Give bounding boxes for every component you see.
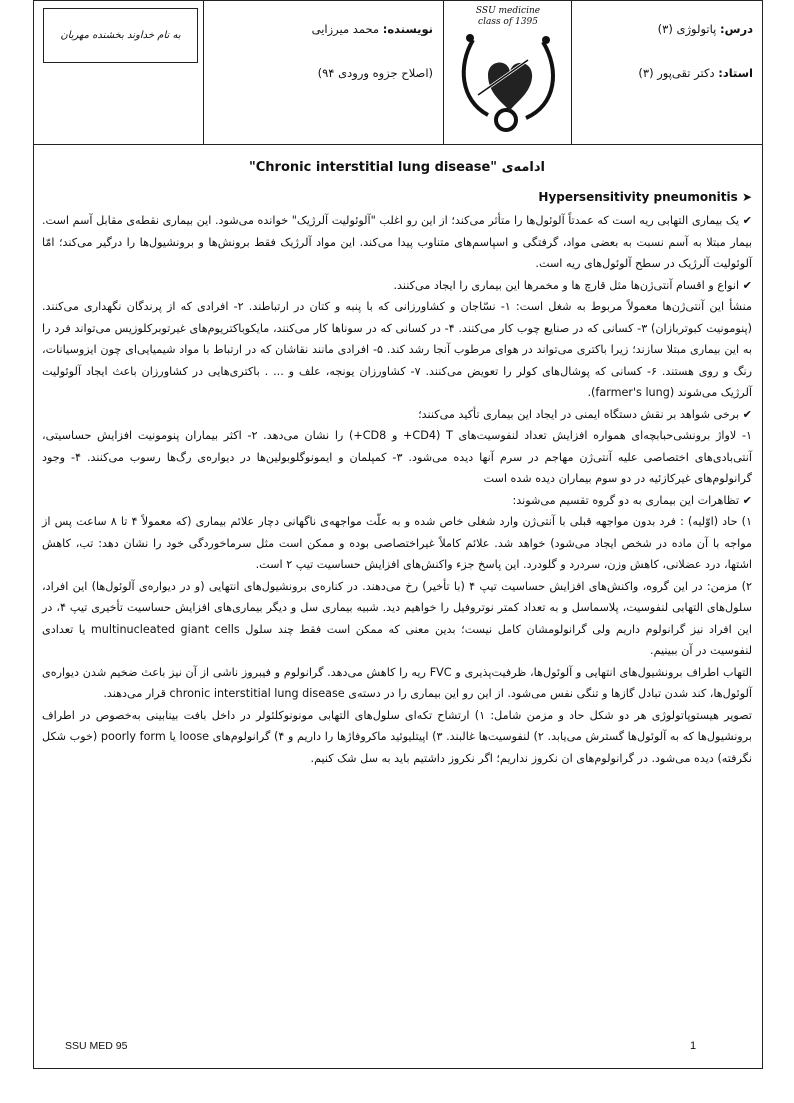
paragraph: التهاب اطراف برونشیول‌های انتهایی و آلوئول‌ها، ظرفیت‌پذیری و FVC ریه را کاهش می‌دهد. گرانولوم و فیبروز ناشی از آن نیز باعث ضخیم شدن دیواره‌ی آلوئول‌ها، کند شدن تبادل گازها و تنگی نفس می‌شود. از این رو این بیماری را در دسته‌ی chronic interstitial lung disease قرار می‌دهند.: [42, 665, 752, 700]
teacher-line: [638, 66, 753, 80]
teacher-name: دکتر تقی‌پور (۳): [638, 66, 715, 80]
header-blessing-cell: [33, 0, 203, 145]
author-name: محمد میرزایی: [311, 22, 380, 36]
paragraph: تصویر هیستوپاتولوژی هر دو شکل حاد و مزمن شامل: ۱) ارتشاح تکه‌ای سلول‌های التهابی مونونوکلئولر در داخل بافت بینابینی به‌خصوص در اطراف برونشیول‌ها که به آلوئول‌ها گسترش می‌یابد. ۲) لنفوسیت‌ها غالبند. ۳) اپیتلیوئید ماکروفاژها را داریم و ۴) گرانولوم‌های loose یا poorly form (خوب شکل نگرفته) دیده می‌شود. در گرانولوم‌های ان نکروز نداریم؛ اگر نکروز داشتیم باید به سل شک کنیم.: [42, 708, 752, 765]
main-content: [42, 155, 752, 769]
edit-note: (اصلاح جزوه ورودی ۹۴): [317, 66, 433, 80]
course-label: درس:: [720, 22, 753, 36]
page-title: ادامه‌ی "Chronic interstitial lung disease": [248, 160, 546, 175]
paragraph: ✔ برخی شواهد بر نقش دستگاه ایمنی در ایجاد این بیماری تأکید می‌کنند؛: [418, 407, 752, 421]
paragraph: منشأ این آنتی‌ژن‌ها معمولاً مربوط به شغل است: ۱- نسّاجان و کشاورزانی که با پنبه و کتان در ارتباطند. ۲- افرادی که از پرندگان نگهداری می‌کنند. (پنومونیت کبوتربازان) ۳- کسانی که در صنایع چوب کار می‌کنند. ۴- در کسانی که در سوناها کار می‌کنند، مایکوباکتریوم‌های غیرتوبرکلوزیس می‌تواند فرد را به این بیماری مبتلا سازند؛ زیرا باکتری می‌تواند در هوای مرطوب آنجا رشد کند. ۵- افرادی مانند نقاشان که در ارتباط با مواد شیمیایی‌ای چون ایزوسیانات، رنگ و روی هستند. ۶- کسانی که پوشال‌های کولر را تعویض می‌کنند. ۷- کشاورزان یونجه، علف و ... . باکتری‌هایی در کشاورزان باعث ایجاد آلوئولیت آلرژیک می‌شوند (farmer's lung).: [42, 300, 753, 399]
paragraph: ✔ انواع و اقسام آنتی‌ژن‌ها مثل قارچ ها و مخمرها این بیماری را ایجاد می‌کنند.: [393, 278, 752, 292]
author-line: [312, 22, 433, 36]
paragraph: ✔ تظاهرات این بیماری به دو گروه تقسیم می‌شوند:: [512, 493, 752, 507]
blessing-box: به نام خداوند بخشنده مهربان: [43, 8, 198, 63]
paragraph: ۲) مزمن: در این گروه، واکنش‌های افزایش حساسیت تیپ ۴ (با تأخیر) رخ می‌دهند. در کناره‌ی برونشیول‌های انتهایی (و در دیواره‌ی آلوئول‌ها) این افراد، سلول‌های التهابی لنفوسیت، پلاسماسل و به تعداد کمتر نوتروفیل را خواهیم دید. شبیه بیماری سل و دیگر بیماری‌های افزایش حساسیت تأخیری تیپ ۴، در این افراد نیز گرانولوم داریم ولی گرانولومشان کامل نیست؛ بدین معنی که ممکن است فقط چند سلول multinucleated giant cells یا تعدادی لنفوسیت در آن ببینیم.: [42, 579, 752, 657]
course-name: پاتولوژی (۳): [657, 22, 717, 36]
footer-label: SSU MED 95: [65, 1040, 128, 1052]
teacher-label: استاد:: [718, 66, 753, 80]
header-author-cell: [203, 0, 443, 145]
section-heading: [42, 187, 752, 209]
course-line: [658, 22, 753, 36]
arrow-bullet-icon: ➤: [741, 189, 752, 204]
stethoscope-heart-logo-icon: [448, 20, 568, 140]
author-label: نویسنده:: [382, 22, 433, 36]
page-number: 1: [690, 1040, 697, 1052]
paragraph: ✔ یک بیماری التهابی ریه است که عمدتاً آلوئول‌ها را متأثر می‌کند؛ از این رو اغلب "آلوئولیت آلرژیک" خوانده می‌شود. این بیماری نقطه‌ی مقابل آسم است. بیمار مبتلا به آسم نسبت به بعضی مواد، گرفتگی و اسپاسم‌های متناوب پیدا می‌کند. این مواد آلرژیک فقط برونش‌ها و برونشیول‌ها را درگیر می‌کند؛ امّا آلوئولیت آلرژیک در سطح آلوئول‌های ریه است.: [42, 214, 752, 270]
header-logo-cell: [443, 0, 571, 145]
paragraph: ۱) حاد (اوّلیه) : فرد بدون مواجهه قبلی با آنتی‌ژن وارد شغلی خاص شده و به علّت مواجهه‌ی ناگهانی دچار علائم بیماری (که معمولاً ۴ تا ۸ ساعت پس از مواجه با آن ماده در شخص ایجاد می‌شود) خواهد شد. علائم کاملاً غیراختصاصی بوده و ممکن است مثل سرماخوردگی خود را نشان دهد: تب، کاهش اشتها، درد عضلانی، کاهش وزن، سردرد و گلودرد. این پاسخ جزء واکنش‌های افزایش حساسیت تیپ ۲ است.: [42, 515, 753, 571]
header-course-cell: [571, 0, 763, 145]
section-heading-text: Hypersensitivity pneumonitis: [538, 189, 738, 204]
logo-caption-line2: class of 1395: [478, 17, 538, 27]
page-header: [33, 0, 763, 145]
logo-caption-line1: SSU medicine: [475, 6, 541, 16]
paragraph: ۱- لاواژ برونشی‌حبابچه‌ای همواره افزایش تعداد لنفوسیت‌های T (CD4+ و CD8+) را نشان می‌دهد. ۲- اکثر بیماران پنومونیت افزایش حساسیتی، آنتی‌بادی‌های اختصاصی علیه آنتی‌ژن مهاجم در سرم آنها دیده می‌شود. ۳- کمپلمان و ایمونوگلوبولین‌ها در دیواره‌ی رگ‌ها رسوب می‌کنند. ۴- وجود گرانولوم‌های غیرکازئیه در دو سوم بیماران دیده شده است: [42, 429, 753, 485]
